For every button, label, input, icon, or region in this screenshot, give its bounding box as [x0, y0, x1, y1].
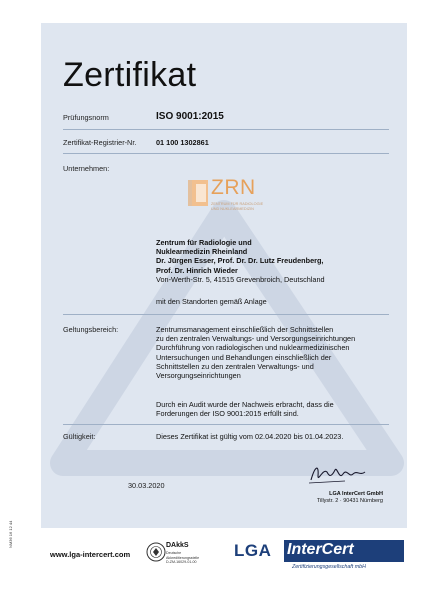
register-value: 01 100 1302861	[156, 138, 209, 147]
divider	[63, 153, 389, 154]
scope-label: Geltungsbereich:	[63, 325, 119, 334]
issue-date: 30.03.2020	[128, 481, 165, 490]
lga-logo: LGA	[234, 541, 272, 560]
page-title: Zertifikat	[63, 56, 197, 94]
norm-label: Prüfungsnorm	[63, 113, 109, 122]
company-locations: mit den Standorten gemäß Anlage	[156, 297, 267, 306]
form-code: NM36 16 12 44	[8, 520, 13, 548]
divider	[63, 424, 389, 425]
divider	[63, 314, 389, 315]
scope-text: Zentrumsmanagement einschließlich der Schnittstellen zu den zentralen Verwaltungs- und Versorgungseinrichtungen Durchführung von radiologischen und nuklearmedizinischen Untersuchungen und Behandlungen einschließlich der Schnittstellen zu den zentralen Verwaltungs- und Versorgungseinrichtungen	[156, 325, 356, 381]
register-label: Zertifikat-Registrier-Nr.	[63, 138, 137, 147]
signature-icon	[305, 462, 375, 486]
company-details	[156, 238, 325, 284]
website-link[interactable]: www.lga-intercert.com	[50, 550, 131, 559]
company-name-line1: Zentrum für Radiologie und	[156, 238, 252, 247]
validity-text: Dieses Zertifikat ist gültig vom 02.04.2020 bis 01.04.2023.	[156, 432, 344, 441]
zrn-logo-text: ZRN	[211, 176, 256, 199]
dakks-subtitle: Deutsche Akkreditierungsstelle D-ZM-16029-01-00	[166, 551, 200, 564]
audit-statement: Durch ein Audit wurde der Nachweis erbracht, dass die Forderungen der ISO 9001:2015 erfüllt sind.	[156, 400, 334, 419]
intercert-subtitle: Zertifizierungsgesellschaft mbH	[292, 564, 366, 570]
dakks-name: DAkkS	[166, 542, 189, 549]
company-address: Von-Werth-Str. 5, 41515 Grevenbroich, Deutschland	[156, 274, 325, 284]
company-label: Unternehmen:	[63, 164, 110, 173]
company-name-line2: Nuklearmedizin Rheinland	[156, 247, 248, 257]
validity-label: Gültigkeit:	[63, 432, 96, 441]
norm-value: ISO 9001:2015	[156, 111, 224, 122]
issuer-address: LGA InterCert GmbH Tillystr. 2 · 90431 Nürnberg	[316, 491, 383, 504]
intercert-logo: InterCert	[287, 541, 354, 558]
company-name-line3: Dr. Jürgen Esser, Prof. Dr. Dr. Lutz Freudenberg,	[156, 256, 324, 266]
company-name-line4: Prof. Dr. Hinrich Wieder	[156, 265, 238, 275]
zrn-logo-subtitle: ZENTRUM FÜR RADIOLOGIE UND NUKLEARMEDIZIN	[211, 202, 264, 211]
divider	[63, 129, 389, 130]
